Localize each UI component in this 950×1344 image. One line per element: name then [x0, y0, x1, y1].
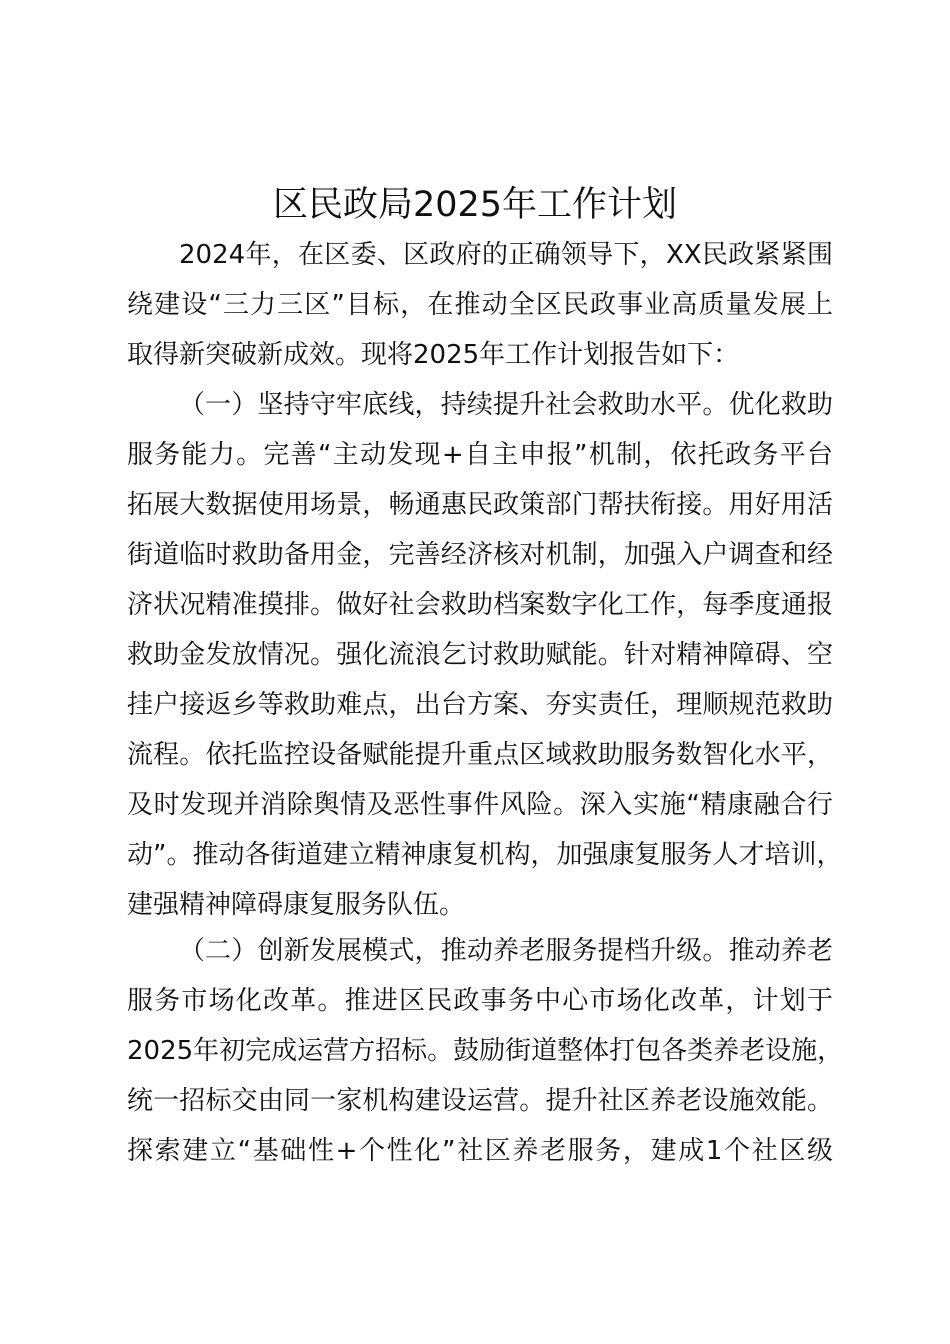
- paragraph-line: 救助金发放情况。强化流浪乞讨救助赋能。针对精神障碍、空: [127, 640, 833, 670]
- paragraph-line: 建强精神障碍康复服务队伍。: [127, 890, 466, 920]
- paragraph-line: 街道临时救助备用金，完善经济核对机制，加强入户调查和经: [127, 540, 833, 570]
- paragraph-line: 2025年初完成运营方招标。鼓励街道整体打包各类养老设施，: [127, 1036, 844, 1066]
- paragraph-line: 拓展大数据使用场景，畅通惠民政策部门帮扶衔接。用好用活: [127, 490, 833, 520]
- paragraph-intro: [127, 230, 833, 380]
- paragraph-line: 统一招标交由同一家机构建设运营。提升社区养老设施效能。: [127, 1086, 833, 1116]
- paragraph-line: （二）创新发展模式，推动养老服务提档升级。推动养老: [179, 936, 833, 966]
- paragraph-social-assistance: [127, 380, 843, 930]
- paragraph-elderly-care: [127, 926, 844, 1176]
- paragraph-line: 探索建立“基础性+个性化”社区养老服务，建成1个社区级: [127, 1136, 833, 1166]
- paragraph-line: 挂户接返乡等救助难点，出台方案、夯实责任，理顺规范救助: [127, 690, 833, 720]
- paragraph-line: 2024年，在区委、区政府的正确领导下，XX民政紧紧围: [179, 240, 833, 270]
- paragraph-line: （一）坚持守牢底线，持续提升社会救助水平。优化救助: [179, 390, 833, 420]
- paragraph-line: 及时发现并消除舆情及恶性事件风险。深入实施“精康融合行: [127, 790, 833, 820]
- paragraph-line: 济状况精准摸排。做好社会救助档案数字化工作，每季度通报: [127, 590, 833, 620]
- document-title: 区民政局2025年工作计划: [272, 185, 678, 225]
- paragraph-line: 动”。推动各街道建立精神康复机构，加强康复服务人才培训，: [127, 840, 843, 870]
- paragraph-line: 绕建设“三力三区”目标，在推动全区民政事业高质量发展上: [127, 290, 833, 320]
- paragraph-line: 服务能力。完善“主动发现+自主申报”机制，依托政务平台: [127, 440, 833, 470]
- paragraph-line: 取得新突破新成效。现将2025年工作计划报告如下：: [127, 340, 740, 370]
- paragraph-line: 服务市场化改革。推进区民政事务中心市场化改革，计划于: [127, 986, 833, 1016]
- paragraph-line: 流程。依托监控设备赋能提升重点区域救助服务数智化水平，: [127, 740, 833, 770]
